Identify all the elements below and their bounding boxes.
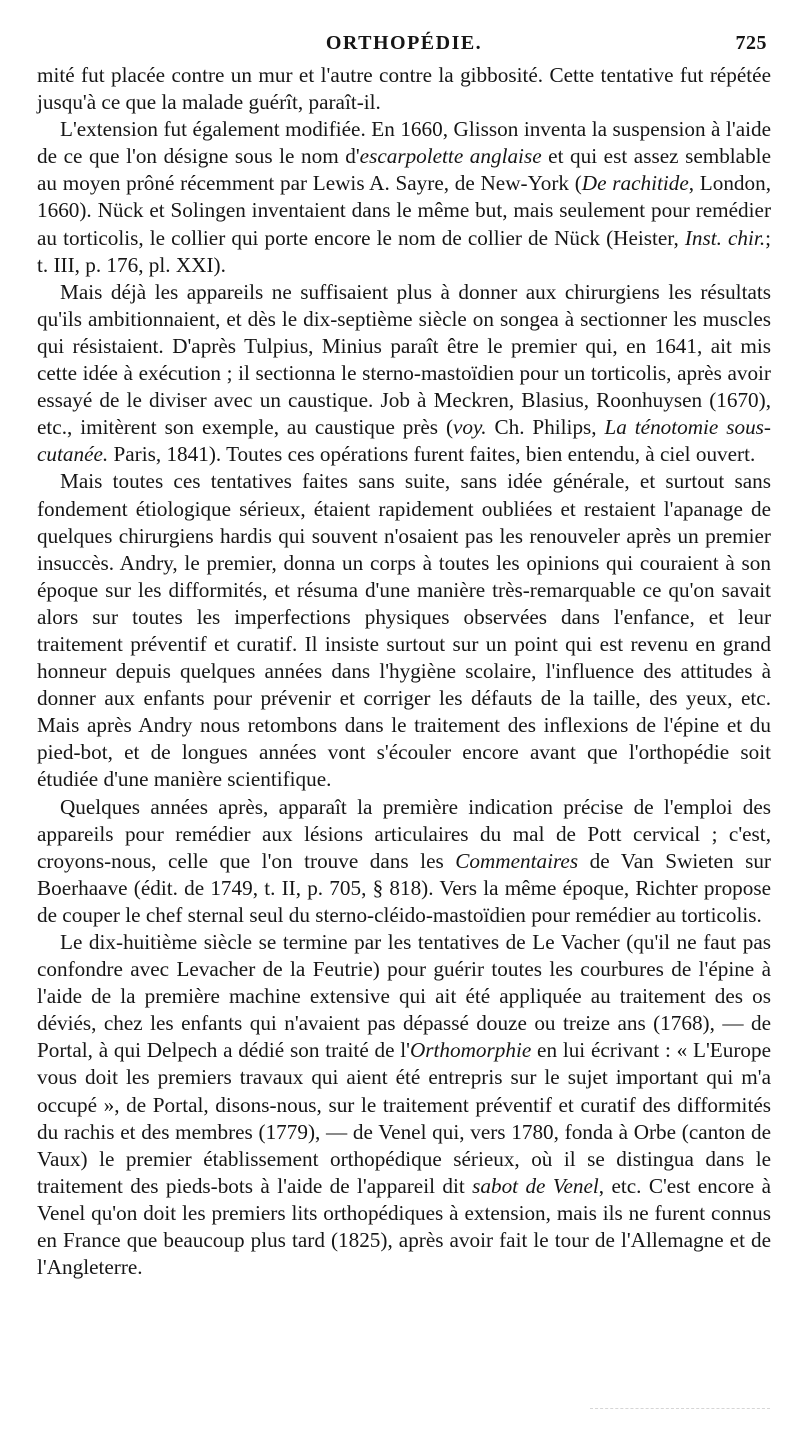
italic-text: Orthomorphie [410, 1038, 532, 1063]
text-run: Ch. Philips, [486, 415, 605, 440]
running-header [37, 32, 771, 58]
text-run: de Van Swieten sur Boerhaave (édit. de 1749, t. II, p. 705, § 818). Vers la même époque, Richter propose de couper le chef sternal seul du sterno-cléido-mastoïdien pour remédier au torticolis. [37, 848, 771, 927]
text-run: mité fut placée contre un mur et l'autre contre la gibbosité. Cette tentative fut répétée jusqu'à ce que la malade guérît, paraît-il. [37, 63, 771, 115]
paragraph [37, 116, 771, 279]
italic-text: La ténotomie sous-cutanée. [37, 415, 771, 467]
text-run: , London, 1660). Nück et Solingen inventaient dans le même but, mais seulement pour remédier au torticolis, le collier qui porte encore le nom de collier de Nück (Heister, [37, 171, 771, 250]
page-number: 725 [735, 32, 767, 54]
text-run: Le dix-huitième siècle se termine par les tentatives de Le Vacher (qu'il ne faut pas confondre avec Levacher de la Feutrie) pour guérir toutes les courbures de l'épine à l'aide de la première machine extensive qui ait été appliquée au traitement des os déviés, chez les enfants qui n'avaient pas dépassé douze ou treize ans (1768), — de Portal, à qui Delpech a dédié son traité de l' [37, 930, 771, 1063]
text-run: ; t. III, p. 176, pl. XXI). [37, 225, 772, 277]
body-text [37, 62, 771, 1281]
text-run: Mais déjà les appareils ne suffisaient plus à donner aux chirurgiens les résultats qu'ils ambitionnaient, et dès le dix-septième siècle on songea à sectionner les muscles qui résistaient. D'après Tulpius, Minius paraît être le premier qui, en 1641, ait mis cette idée à exécution ; il sectionna le sterno-mastoïdien pour un torticolis, après avoir essayé de le diviser avec un caustique. Job à Meckren, Blasius, Roonhuysen (1670), etc., imitèrent son exemple, au caustique près ( [37, 279, 771, 440]
paragraph [37, 794, 771, 929]
paragraph [37, 468, 771, 793]
italic-text: Inst. chir. [684, 225, 766, 250]
italic-text: Commentaires [455, 848, 579, 873]
text-run: , etc. C'est encore à Venel qu'on doit les premiers lits orthopédiques à extension, mais ils ne furent connus en France que beaucoup plus tard (1825), après avoir fait le tour de l'Allemagne et de l'Angleterre. [37, 1173, 771, 1280]
italic-text: De rachitide [581, 171, 689, 196]
text-run: Quelques années après, apparaît la première indication précise de l'emploi des appareils pour remédier aux lésions articulaires du mal de Pott cervical ; c'est, croyons-nous, celle que l'on trouve dans les [37, 794, 771, 873]
italic-text: voy. [453, 415, 487, 440]
page-edge-smudge [590, 1408, 770, 1413]
text-run: Paris, 1841). Toutes ces opérations furent faites, bien entendu, à ciel ouvert. [108, 442, 756, 467]
italic-text: escarpolette anglaise [359, 144, 542, 169]
text-run: Mais toutes ces tentatives faites sans suite, sans idée générale, et surtout sans fondement étiologique sérieux, étaient rapidement oubliées et restaient l'apanage de quelques chirurgiens hardis qui souvent n'osaient pas les renouveler après un premier insuccès. Andry, le premier, donna un corps à toutes les opinions qui couraient à son époque sur les difformités, et résuma d'une manière très-remarquable ce qu'on savait alors sur toutes les imperfections physiques observées dans l'enfance, et leur traitement préventif et curatif. Il insiste surtout sur un point qui est revenu en grand honneur depuis quelques années dans l'hygiène scolaire, l'influence des attitudes à donner aux enfants pour prévenir et corriger les défauts de la taille, des yeux, etc. Mais après Andry nous retombons dans le traitement des inflexions de l'épine et du pied-bot, et de longues années vont s'écouler encore avant que l'orthopédie soit étudiée d'une manière scientifique. [37, 469, 771, 792]
text-run: L'extension fut également modifiée. En 1660, Glisson inventa la suspension à l'aide de ce que l'on désigne sous le nom d' [37, 117, 771, 169]
italic-text: sabot de Venel [472, 1173, 599, 1198]
paragraph [37, 62, 771, 116]
text-run: en lui écrivant : « L'Europe vous doit les premiers travaux qui aient été entrepris sur le sujet important qui m'a occupé », de Portal, disons-nous, sur le traitement préventif et curatif des difformités du rachis et des membres (1779), — de Venel qui, vers 1780, fonda à Orbe (canton de Vaux) le premier établissement orthopédique sérieux, où il se distingua dans le traitement des pieds-bots à l'aide de l'appareil dit [37, 1038, 771, 1198]
running-title: ORTHOPÉDIE. [325, 32, 483, 54]
text-run: et qui est assez semblable au moyen prôné récemment par Lewis A. Sayre, de New-York ( [37, 144, 771, 196]
paragraph [37, 279, 771, 469]
paragraph [37, 929, 771, 1281]
book-page [37, 32, 771, 1281]
